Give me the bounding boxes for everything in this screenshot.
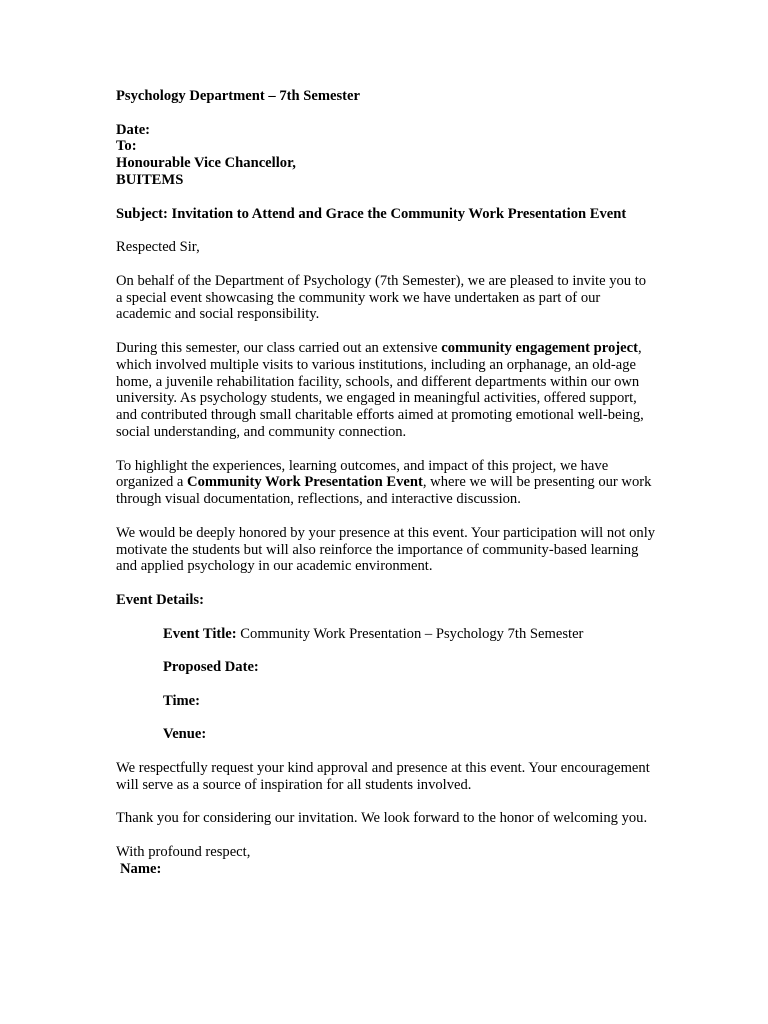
event-title-line <box>163 626 656 643</box>
department-heading: Psychology Department – 7th Semester <box>116 88 360 104</box>
recipient-institution: BUITEMS <box>116 171 184 188</box>
paragraph-event-rest: , where we will be presenting our work through visual documentation, reflections, and interactive discussion. <box>116 474 652 508</box>
paragraph-event-bold: Community Work Presentation Event <box>187 474 423 491</box>
date-label: Date: <box>116 121 151 138</box>
valediction: With profound respect, <box>116 843 251 860</box>
paragraph-thanks: Thank you for considering our invitation. We look forward to the honor of welcoming you. <box>116 810 648 827</box>
address-block <box>116 122 656 189</box>
recipient-name: Honourable Vice Chancellor, <box>116 155 296 172</box>
letter-page <box>116 88 656 877</box>
paragraph-event-lead: To highlight the experiences, learning outcomes, and impact of this project, we have organized a <box>116 457 609 491</box>
paragraph-project <box>116 340 656 441</box>
salutation: Respected Sir, <box>116 239 200 256</box>
to-label: To: <box>116 138 137 155</box>
paragraph-request: We respectfully request your kind approval and presence at this event. Your encouragement will serve as a source of inspiration for all students involved. <box>116 759 650 793</box>
subject-line: Subject: Invitation to Attend and Grace the Community Work Presentation Event <box>116 205 627 222</box>
paragraph-project-bold: community engagement project <box>441 339 638 356</box>
event-title-value: Community Work Presentation – Psychology 7th Semester <box>236 625 584 642</box>
paragraph-project-lead: During this semester, our class carried out an extensive <box>116 339 442 356</box>
time-label: Time: <box>163 692 201 709</box>
venue-label: Venue: <box>163 726 207 743</box>
paragraph-intro: On behalf of the Department of Psychology (7th Semester), we are pleased to invite you to a special event showcasing the community work we have undertaken as part of our academic and social responsibility. <box>116 272 647 323</box>
event-title-label: Event Title: <box>163 625 237 642</box>
event-details-heading: Event Details: <box>116 591 204 608</box>
paragraph-honor: We would be deeply honored by your presence at this event. Your participation will not only motivate the students but will also reinforce the importance of community-based learning and applied psychology in our academic environment. <box>116 524 656 575</box>
closing-block <box>116 844 656 878</box>
proposed-date-label: Proposed Date: <box>163 659 259 676</box>
paragraph-event <box>116 458 656 508</box>
paragraph-project-rest: , which involved multiple visits to various institutions, including an orphanage, an old-age home, a juvenile rehabilitation facility, schools, and different departments within our own university. As psychology students, we engaged in meaningful activities, offered support, and contributed through small charitable efforts aimed at promoting emotional well-being, social understanding, and community connection. <box>116 339 644 440</box>
name-label: Name: <box>120 860 162 877</box>
